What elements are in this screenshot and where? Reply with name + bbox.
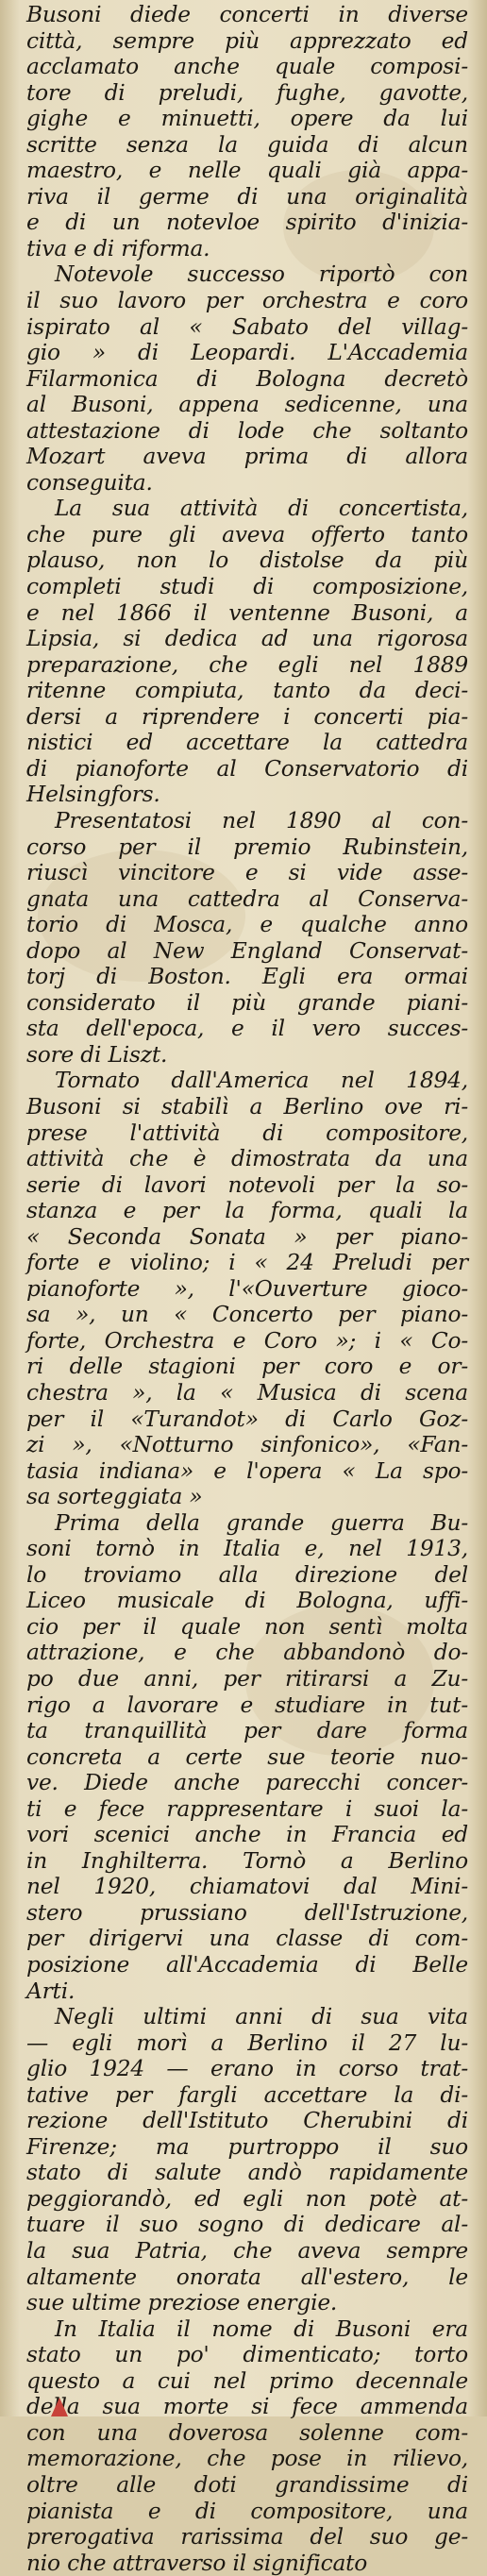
text-line: vori scenici anche in Francia ed bbox=[26, 1822, 468, 1848]
text-line: preparazione, che egli nel 1889 bbox=[26, 651, 468, 678]
text-line: sa sorteggiata » bbox=[26, 1484, 203, 1510]
text-line: maestro, e nelle quali già appa- bbox=[26, 158, 468, 184]
text-line: forte e violino; i « 24 Preludi per bbox=[26, 1250, 468, 1276]
article-paragraph bbox=[26, 808, 468, 1068]
text-line: per il «Turandot» di Carlo Goz- bbox=[26, 1406, 468, 1432]
text-line: concreta a certe sue teorie nuo- bbox=[26, 1743, 468, 1770]
text-line: prerogativa rarissima del suo ge- bbox=[26, 2524, 468, 2551]
text-line: ti e fece rappresentare i suoi la- bbox=[26, 1795, 468, 1822]
text-line: per dirigervi una classe di com- bbox=[26, 1926, 468, 1952]
text-line: acclamato anche quale composi- bbox=[26, 54, 468, 80]
article-paragraph bbox=[26, 1068, 468, 1509]
text-line: plauso, non lo distolse da più bbox=[26, 547, 468, 574]
text-line: Mozart aveva prima di allora bbox=[26, 444, 468, 470]
text-line: chestra », la « Musica di scena bbox=[26, 1379, 468, 1406]
text-line: completi studi di composizione, bbox=[26, 574, 468, 600]
text-line: ri delle stagioni per coro e or- bbox=[26, 1354, 468, 1380]
text-line: rigo a lavorare e studiare in tut- bbox=[26, 1692, 468, 1718]
text-line: con una doverosa solenne com- bbox=[26, 2419, 468, 2446]
text-line: Busoni diede concerti in diverse bbox=[26, 2, 468, 27]
text-line: serie di lavori notevoli per la so- bbox=[26, 1171, 468, 1198]
text-line: gio » di Leopardi. L'Accademia bbox=[26, 340, 468, 366]
text-line: stato di salute andò rapidamente bbox=[26, 2160, 468, 2186]
text-line: torio di Mosca, e qualche anno bbox=[26, 912, 468, 938]
text-line: corso per il premio Rubinstein, bbox=[26, 833, 468, 860]
text-line: Busoni si stabilì a Berlino ove ri- bbox=[26, 1093, 468, 1120]
text-line: posizione all'Accademia di Belle bbox=[26, 1952, 468, 1978]
text-line: attrazione, e che abbandonò do- bbox=[26, 1640, 468, 1666]
text-line: al Busoni, appena sedicenne, una bbox=[26, 392, 468, 418]
text-line: memorazione, che pose in rilievo, bbox=[26, 2446, 468, 2472]
text-line: soni tornò in Italia e, nel 1913, bbox=[26, 1536, 468, 1562]
text-line: ve. Diede anche parecchi concer- bbox=[26, 1770, 468, 1796]
text-line: In Italia il nome di Busoni era bbox=[55, 2315, 468, 2342]
text-line: sue ultime preziose energie. bbox=[26, 2290, 338, 2316]
article-paragraph bbox=[26, 496, 468, 808]
text-line: il suo lavoro per orchestra e coro bbox=[26, 288, 468, 314]
text-line: glio 1924 — erano in corso trat- bbox=[26, 2056, 468, 2082]
text-line: oltre alle doti grandissime di bbox=[26, 2471, 468, 2498]
text-line: po due anni, per ritirarsi a Zu- bbox=[26, 1666, 468, 1692]
text-line: tasia indiana» e l'opera « La spo- bbox=[26, 1457, 468, 1484]
text-line: Firenze; ma purtroppo il suo bbox=[26, 2133, 468, 2160]
text-line: nistici ed accettare la cattedra bbox=[26, 730, 468, 756]
text-line: attestazione di lode che soltanto bbox=[26, 417, 468, 444]
text-line: Filarmonica di Bologna decretò bbox=[26, 365, 468, 392]
text-line: stero prussiano dell'Istruzione, bbox=[26, 1899, 468, 1926]
text-line: e nel 1866 il ventenne Busoni, a bbox=[26, 599, 468, 626]
text-line: Liceo musicale di Bologna, uffi- bbox=[26, 1588, 468, 1614]
text-line: sa », un « Concerto per piano- bbox=[26, 1302, 468, 1328]
text-line: ispirato al « Sabato del villag- bbox=[26, 313, 468, 340]
text-line: in Inghilterra. Tornò a Berlino bbox=[26, 1847, 468, 1874]
article-paragraph bbox=[26, 1510, 468, 2004]
article-paragraph bbox=[26, 261, 468, 496]
text-line: la sua Patria, che aveva sempre bbox=[26, 2238, 468, 2265]
text-line: gighe e minuetti, opere da lui bbox=[26, 106, 468, 132]
text-line: riva il germe di una originalità bbox=[26, 183, 468, 210]
text-line: tuare il suo sogno di dedicare al- bbox=[26, 2212, 468, 2238]
text-line: gnata una cattedra al Conserva- bbox=[26, 885, 468, 912]
text-line: Negli ultimi anni di sua vita bbox=[55, 2004, 468, 2030]
text-line: Helsingfors. bbox=[26, 782, 160, 808]
article-paragraph bbox=[26, 2, 468, 261]
text-line: tiva e di riforma. bbox=[26, 235, 210, 261]
text-line: forte, Orchestra e Coro »; i « Co- bbox=[26, 1327, 468, 1354]
text-line: rezione dell'Istituto Cherubini di bbox=[26, 2108, 468, 2134]
text-line: torj di Boston. Egli era ormai bbox=[26, 964, 468, 990]
text-line: conseguita. bbox=[26, 469, 153, 496]
text-line: Arti. bbox=[26, 1978, 76, 2004]
text-line: della sua morte si fece ammenda bbox=[26, 2394, 468, 2420]
text-line: tore di preludi, fughe, gavotte, bbox=[26, 79, 468, 106]
text-line: — egli morì a Berlino il 27 lu- bbox=[26, 2029, 468, 2056]
text-line: nel 1920, chiamatovi dal Mini- bbox=[26, 1874, 468, 1900]
article-paragraph bbox=[26, 2316, 468, 2576]
text-line: stanza e per la forma, quali la bbox=[26, 1198, 468, 1224]
text-line: pianista e di compositore, una bbox=[26, 2498, 468, 2524]
text-line: sore di Liszt. bbox=[26, 1041, 168, 1068]
text-line: stato un po' dimenticato; torto bbox=[26, 2342, 468, 2368]
text-line: pianoforte », l'«Ouverture gioco- bbox=[26, 1275, 468, 1302]
text-line: ta tranquillità per dare forma bbox=[26, 1718, 468, 1744]
text-line: di pianoforte al Conservatorio di bbox=[26, 755, 468, 782]
text-line: ritenne compiuta, tanto da deci- bbox=[26, 678, 468, 704]
text-line: lo troviamo alla direzione del bbox=[26, 1561, 468, 1588]
text-line: Tornato dall'America nel 1894, bbox=[55, 1068, 468, 1094]
text-line: nio che attraverso il significato bbox=[26, 2550, 368, 2576]
text-line: altamente onorata all'estero, le bbox=[26, 2264, 468, 2290]
article-paragraph bbox=[26, 2004, 468, 2316]
text-line: che pure gli aveva offerto tanto bbox=[26, 521, 468, 547]
text-line: Lipsia, si dedica ad una rigorosa bbox=[26, 626, 468, 652]
text-line: riuscì vincitore e si vide asse- bbox=[26, 860, 468, 886]
text-line: e di un notevloe spirito d'inizia- bbox=[26, 210, 468, 236]
text-line: dopo al New England Conservat- bbox=[26, 937, 468, 964]
text-line: scritte senza la guida di alcun bbox=[26, 131, 468, 158]
text-line: Presentatosi nel 1890 al con- bbox=[55, 807, 468, 833]
text-line: zi », «Notturno sinfonico», «Fan- bbox=[26, 1432, 468, 1458]
text-line: sta dell'epoca, e il vero succes- bbox=[26, 1016, 468, 1042]
article-column bbox=[26, 2, 468, 2576]
text-line: peggiorandò, ed egli non potè at- bbox=[26, 2185, 468, 2212]
red-ink-mark bbox=[51, 2398, 68, 2416]
text-line: dersi a riprendere i concerti pia- bbox=[26, 703, 468, 730]
text-line: cio per il quale non sentì molta bbox=[26, 1613, 468, 1640]
text-line: considerato il più grande piani- bbox=[26, 989, 468, 1016]
text-line: attività che è dimostrata da una bbox=[26, 1146, 468, 1172]
text-line: La sua attività di concertista, bbox=[55, 496, 468, 522]
text-line: Notevole successo riportò con bbox=[55, 261, 468, 288]
text-line: questo a cui nel primo decennale bbox=[26, 2367, 468, 2394]
text-line: tative per fargli accettare la di- bbox=[26, 2081, 468, 2108]
text-line: Prima della grande guerra Bu- bbox=[55, 1509, 468, 1536]
text-line: « Seconda Sonata » per piano- bbox=[26, 1223, 468, 1250]
text-line: città, sempre più apprezzato ed bbox=[26, 27, 468, 54]
text-line: prese l'attività di compositore, bbox=[26, 1120, 468, 1146]
